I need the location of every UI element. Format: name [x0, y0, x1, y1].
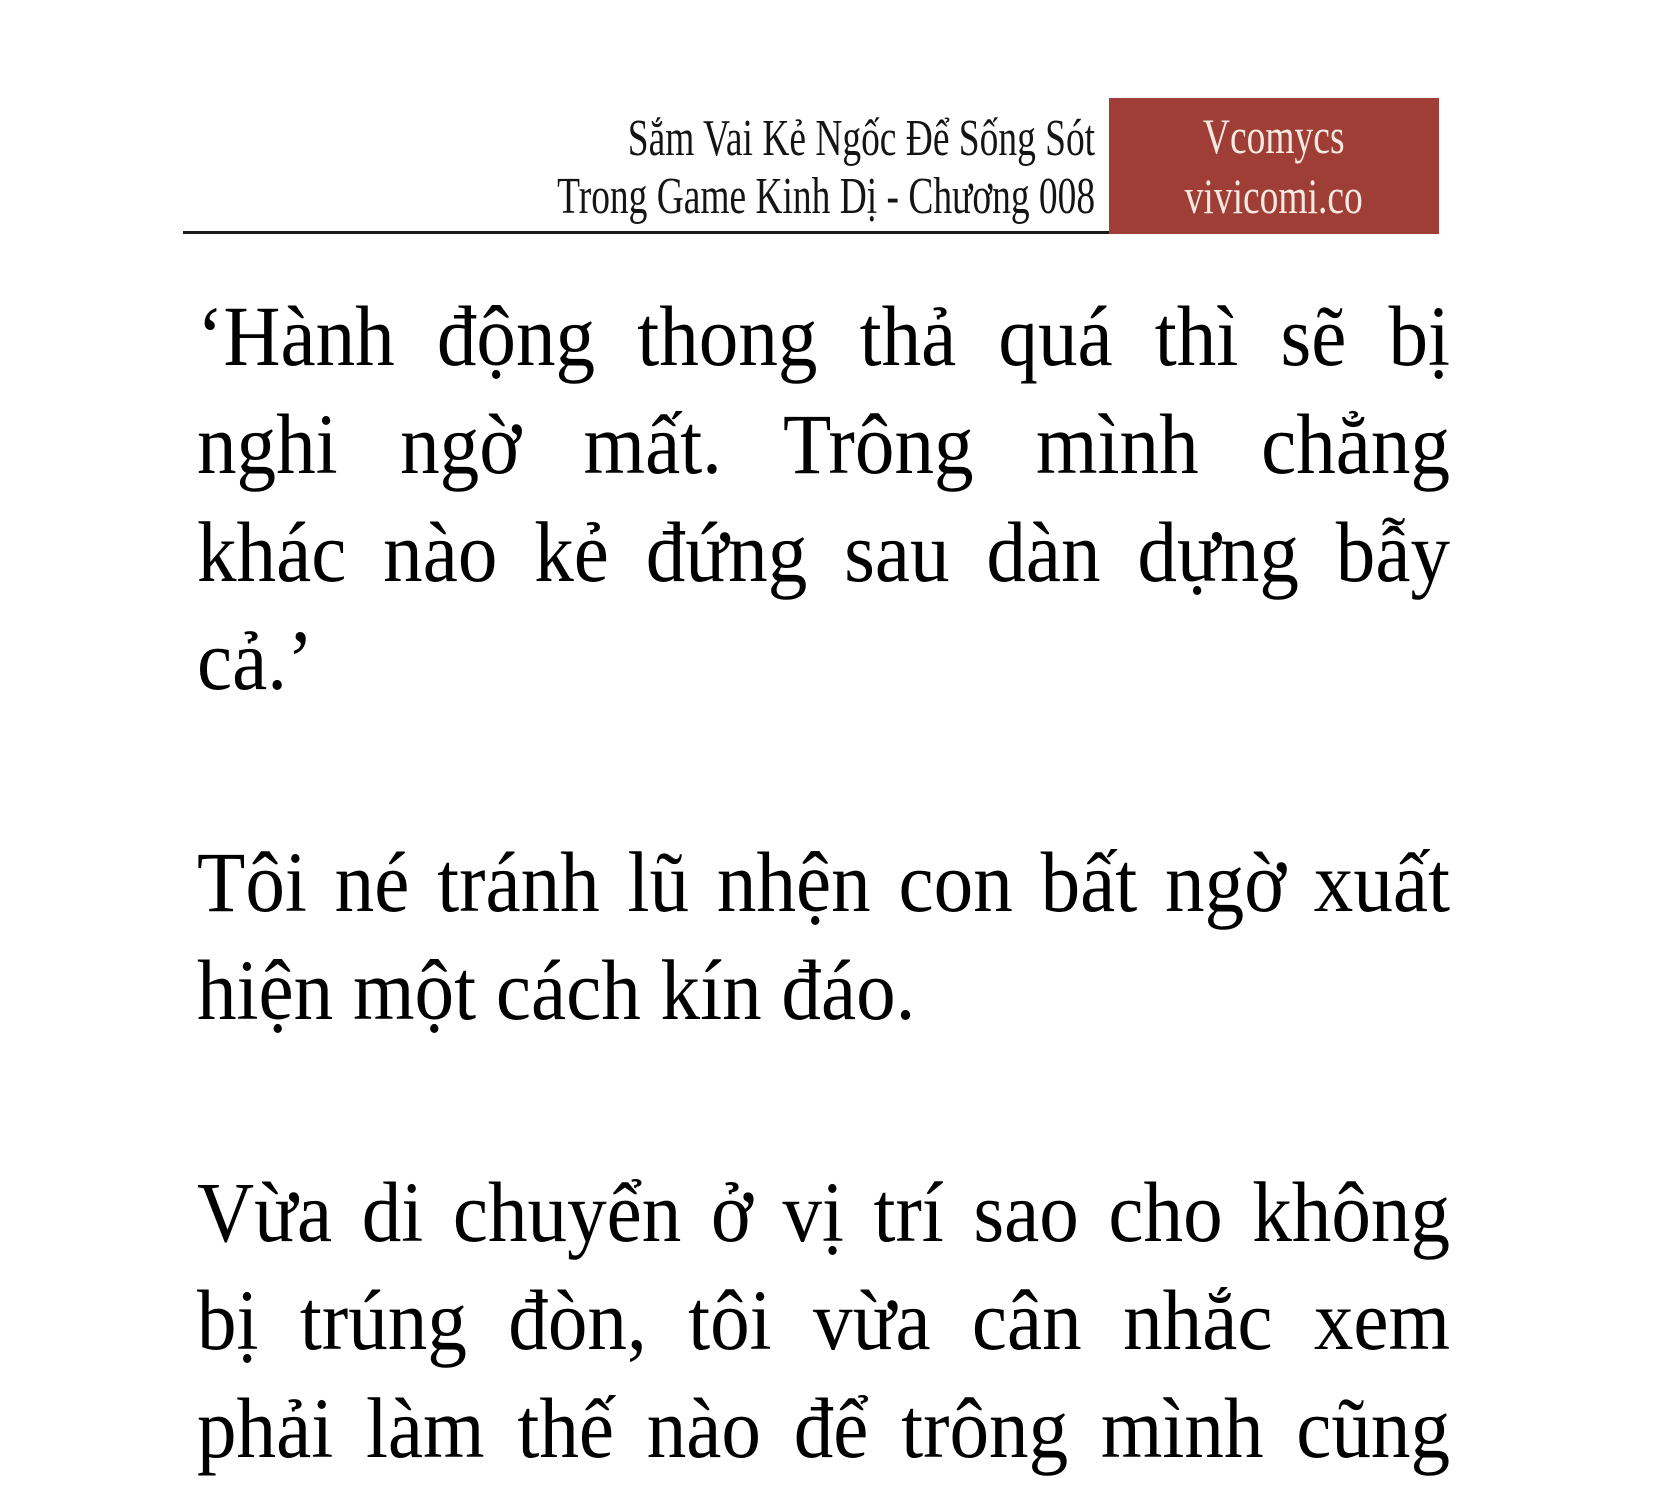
chapter-text [197, 282, 1450, 1500]
paragraph [197, 828, 1450, 1044]
site-name: Vcomycs [1203, 108, 1345, 164]
paragraph [197, 1158, 1450, 1482]
site-badge [1109, 98, 1439, 234]
text-line: phải làm thế nào để trông mình cũng [197, 1380, 1451, 1476]
text-line: nghi ngờ mất. Trông mình chẳng [197, 396, 1451, 492]
text-line: bị trúng đòn, tôi vừa cân nhắc xem [197, 1272, 1451, 1368]
text-line: hiện một cách kín đáo. [197, 942, 916, 1038]
site-badge-text [1185, 106, 1363, 226]
text-line: cả.’ [197, 612, 314, 708]
paragraph [197, 282, 1450, 714]
text-line: Tôi né tránh lũ nhện con bất ngờ xuất [197, 834, 1451, 930]
header-divider [183, 231, 1109, 234]
series-title: Sắm Vai Kẻ Ngốc Để Sống Sót [627, 110, 1095, 167]
site-url: vivicomi.co [1184, 168, 1364, 224]
chapter-header [557, 110, 1095, 226]
chapter-number: Trong Game Kinh Dị - Chương 008 [557, 168, 1095, 225]
text-line: Vừa di chuyển ở vị trí sao cho không [197, 1164, 1451, 1260]
text-line: khác nào kẻ đứng sau dàn dựng bẫy [197, 504, 1451, 600]
text-line: ‘Hành động thong thả quá thì sẽ bị [197, 288, 1451, 384]
